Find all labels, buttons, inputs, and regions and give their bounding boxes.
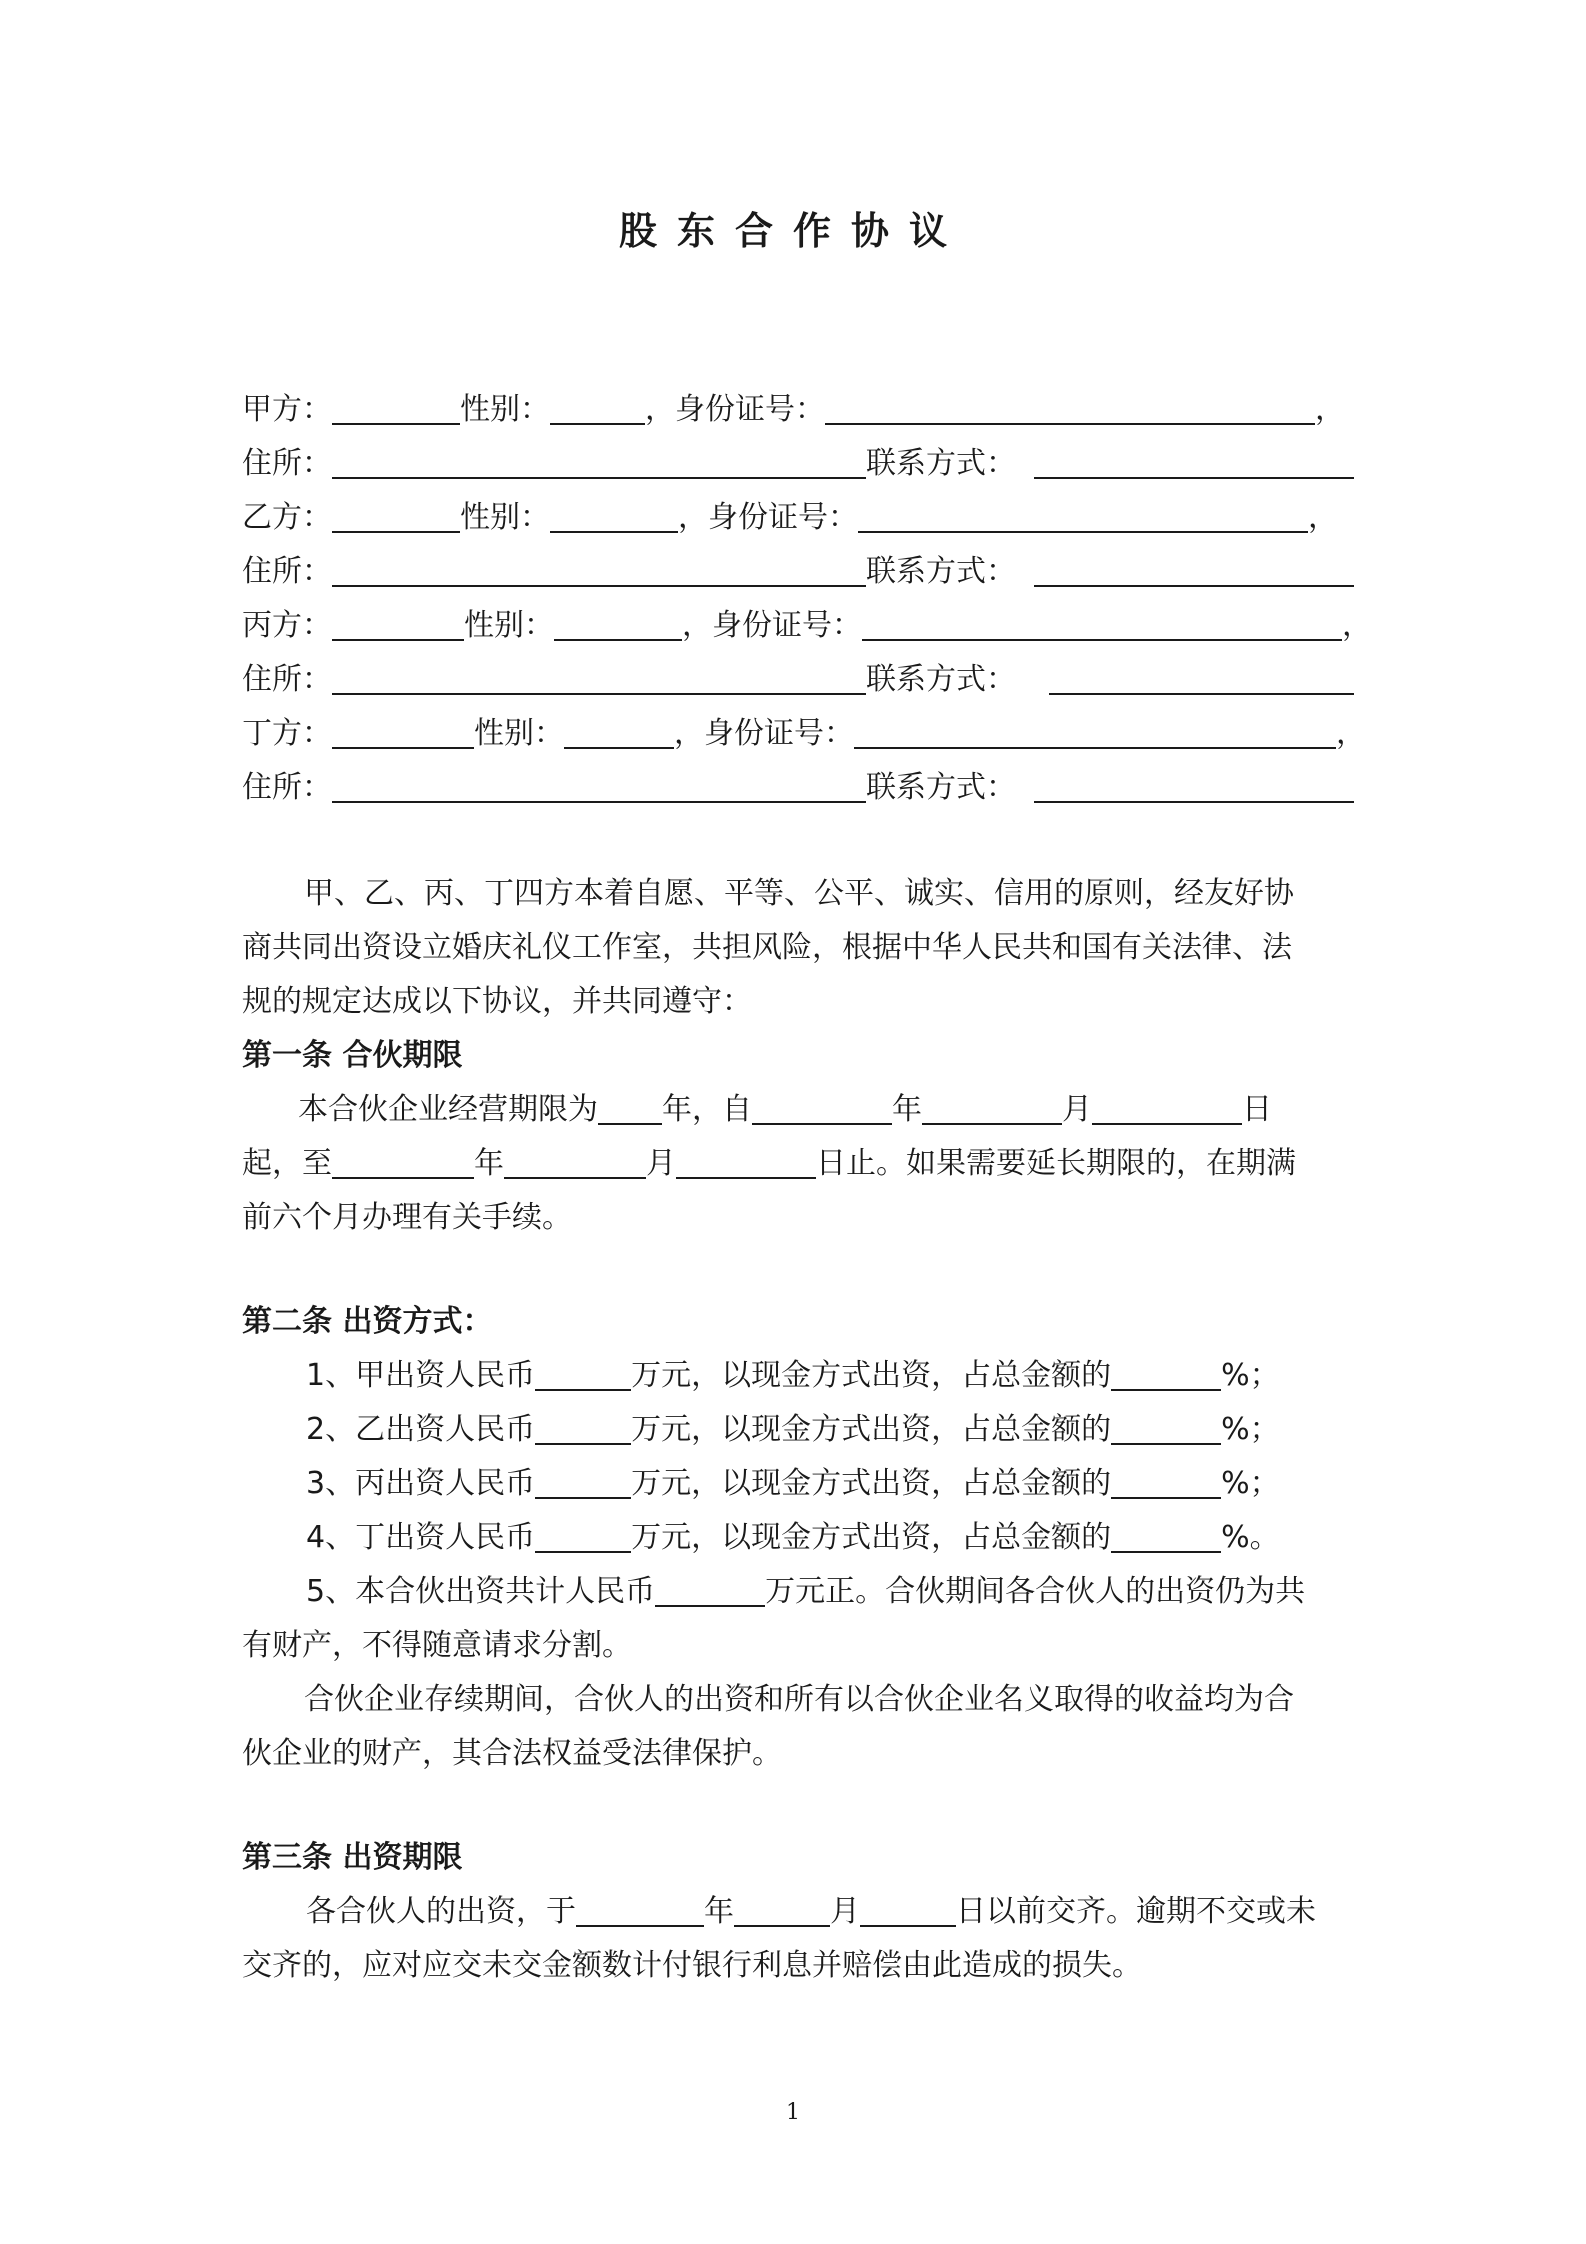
contribution-label: 3、丙出资人民币 — [306, 1466, 536, 1501]
article-3-text: 月 — [830, 1894, 860, 1929]
address-label: 住所： — [242, 446, 332, 481]
party-bing-label: 丙方： — [242, 608, 332, 643]
contribution-total-line-2: 有财产，不得随意请求分割。 — [242, 1628, 632, 1663]
party-ding-name-blank[interactable] — [332, 717, 474, 749]
party-jia-contact-blank[interactable] — [1034, 447, 1354, 479]
start-year-blank[interactable] — [752, 1093, 892, 1125]
percent-sign: %； — [1221, 1466, 1280, 1501]
contribution-amount-blank[interactable] — [535, 1413, 631, 1445]
party-bing-contact-blank[interactable] — [1049, 663, 1354, 695]
start-month-blank[interactable] — [922, 1093, 1062, 1125]
intro-line-2: 商共同出资设立婚庆礼仪工作室，共担风险，根据中华人民共和国有关法律、法 — [242, 930, 1292, 965]
contact-label: 联系方式： — [866, 770, 1016, 805]
article-1-heading: 第一条 合伙期限 — [242, 1038, 463, 1073]
contribution-item — [306, 1410, 1280, 1450]
article-1-text: 年 — [892, 1092, 922, 1127]
party-jia-gender-blank[interactable] — [550, 393, 645, 425]
comma: ， — [678, 500, 708, 535]
document-title: 股东合作协议 — [618, 209, 967, 253]
page-number: 1 — [786, 2100, 800, 2125]
party-ding-contact-blank[interactable] — [1034, 771, 1354, 803]
percent-sign: %； — [1221, 1358, 1280, 1393]
party-ding-label: 丁方： — [242, 716, 332, 751]
party-jia-name-blank[interactable] — [332, 393, 460, 425]
article-3-text: 各合伙人的出资，于 — [306, 1894, 576, 1929]
party-jia-label: 甲方： — [242, 392, 332, 427]
party-jia-id-label: 身份证号： — [675, 392, 825, 427]
percent-sign: %； — [1221, 1412, 1280, 1447]
contribution-text: 万元，以现金方式出资，占总金额的 — [631, 1358, 1112, 1393]
article-3-line-1 — [306, 1892, 1316, 1932]
party-ding-id-blank[interactable] — [854, 717, 1336, 749]
party-jia-id-blank[interactable] — [825, 393, 1315, 425]
contribution-total — [306, 1572, 1305, 1612]
party-ding-id-label: 身份证号： — [704, 716, 854, 751]
contribution-total-label: 5、本合伙出资共计人民币 — [306, 1574, 656, 1609]
article-1-text: 年，自 — [662, 1092, 752, 1127]
contribution-item — [306, 1356, 1280, 1396]
contribution-label: 1、甲出资人民币 — [306, 1358, 536, 1393]
article-1-line-3: 前六个月办理有关手续。 — [242, 1200, 572, 1235]
article-1-text: 日止。如果需要延长期限的，在期满 — [816, 1146, 1296, 1181]
party-yi-id-label: 身份证号： — [708, 500, 858, 535]
contact-label: 联系方式： — [866, 662, 1016, 697]
contribution-percent-blank[interactable] — [1111, 1521, 1221, 1553]
article-2-heading: 第二条 出资方式： — [242, 1304, 493, 1339]
party-yi-label: 乙方： — [242, 500, 332, 535]
party-bing-address-blank[interactable] — [332, 663, 866, 695]
end-day-blank[interactable] — [676, 1147, 816, 1179]
comma: ， — [1308, 500, 1338, 535]
start-day-blank[interactable] — [1092, 1093, 1242, 1125]
contribution-amount-blank[interactable] — [535, 1467, 631, 1499]
party-jia-row — [242, 390, 1345, 430]
contact-label: 联系方式： — [866, 554, 1016, 589]
contribution-percent-blank[interactable] — [1111, 1359, 1221, 1391]
party-bing-id-blank[interactable] — [862, 609, 1342, 641]
comma: ， — [682, 608, 712, 643]
article-3-text: 日以前交齐。逾期不交或未 — [956, 1894, 1316, 1929]
party-ding-address-row — [242, 768, 1354, 808]
contribution-total-blank[interactable] — [655, 1575, 765, 1607]
comma: ， — [645, 392, 675, 427]
intro-line-3: 规的规定达成以下协议，并共同遵守： — [242, 984, 752, 1019]
term-years-blank[interactable] — [598, 1093, 662, 1125]
party-bing-name-blank[interactable] — [332, 609, 464, 641]
article-2-paragraph-line-1: 合伙企业存续期间，合伙人的出资和所有以合伙企业名义取得的收益均为合 — [304, 1682, 1294, 1717]
article-1-text: 日 — [1242, 1092, 1272, 1127]
party-bing-row — [242, 606, 1372, 646]
party-jia-address-blank[interactable] — [332, 447, 866, 479]
article-1-text: 月 — [1062, 1092, 1092, 1127]
party-bing-id-label: 身份证号： — [712, 608, 862, 643]
deadline-year-blank[interactable] — [576, 1895, 704, 1927]
article-1-line-2 — [242, 1144, 1296, 1184]
party-ding-gender-label: 性别： — [474, 716, 564, 751]
party-bing-gender-blank[interactable] — [554, 609, 682, 641]
party-yi-name-blank[interactable] — [332, 501, 460, 533]
party-ding-gender-blank[interactable] — [564, 717, 674, 749]
comma: ， — [1336, 716, 1366, 751]
contribution-text: 万元，以现金方式出资，占总金额的 — [631, 1520, 1112, 1555]
article-1-text: 年 — [474, 1146, 504, 1181]
comma: ， — [674, 716, 704, 751]
contribution-item — [306, 1464, 1280, 1504]
contribution-label: 4、丁出资人民币 — [306, 1520, 536, 1555]
party-ding-address-blank[interactable] — [332, 771, 866, 803]
party-jia-gender-label: 性别： — [460, 392, 550, 427]
comma: ， — [1342, 608, 1372, 643]
contribution-percent-blank[interactable] — [1111, 1467, 1221, 1499]
party-jia-address-row — [242, 444, 1354, 484]
party-yi-gender-label: 性别： — [460, 500, 550, 535]
party-yi-row — [242, 498, 1338, 538]
address-label: 住所： — [242, 770, 332, 805]
deadline-month-blank[interactable] — [734, 1895, 830, 1927]
article-1-text: 月 — [646, 1146, 676, 1181]
contribution-text: 万元，以现金方式出资，占总金额的 — [631, 1466, 1112, 1501]
contribution-amount-blank[interactable] — [535, 1521, 631, 1553]
party-yi-id-blank[interactable] — [858, 501, 1308, 533]
article-3-text: 年 — [704, 1894, 734, 1929]
comma: ， — [1315, 392, 1345, 427]
article-2-paragraph-line-2: 伙企业的财产，其合法权益受法律保护。 — [242, 1736, 782, 1771]
address-label: 住所： — [242, 662, 332, 697]
party-bing-gender-label: 性别： — [464, 608, 554, 643]
article-1-line-1 — [298, 1090, 1272, 1130]
contribution-item — [306, 1518, 1280, 1558]
party-yi-contact-blank[interactable] — [1034, 555, 1354, 587]
contact-label: 联系方式： — [866, 446, 1016, 481]
contribution-amount-blank[interactable] — [535, 1359, 631, 1391]
party-yi-address-blank[interactable] — [332, 555, 866, 587]
article-1-text: 起，至 — [242, 1146, 332, 1181]
party-yi-address-row — [242, 552, 1354, 592]
article-3-heading: 第三条 出资期限 — [242, 1840, 463, 1875]
party-ding-row — [242, 714, 1366, 754]
end-month-blank[interactable] — [504, 1147, 646, 1179]
contribution-text: 万元，以现金方式出资，占总金额的 — [631, 1412, 1112, 1447]
contribution-label: 2、乙出资人民币 — [306, 1412, 536, 1447]
party-bing-address-row — [242, 660, 1354, 700]
end-year-blank[interactable] — [332, 1147, 474, 1179]
contribution-percent-blank[interactable] — [1111, 1413, 1221, 1445]
deadline-day-blank[interactable] — [860, 1895, 956, 1927]
contribution-total-text: 万元正。合伙期间各合伙人的出资仍为共 — [765, 1574, 1306, 1609]
party-yi-gender-blank[interactable] — [550, 501, 678, 533]
address-label: 住所： — [242, 554, 332, 589]
intro-line-1: 甲、乙、丙、丁四方本着自愿、平等、公平、诚实、信用的原则，经友好协 — [304, 876, 1294, 911]
article-3-line-2: 交齐的，应对应交未交金额数计付银行利息并赔偿由此造成的损失。 — [242, 1948, 1142, 1983]
percent-sign: %。 — [1221, 1520, 1280, 1555]
article-1-text: 本合伙企业经营期限为 — [298, 1092, 598, 1127]
